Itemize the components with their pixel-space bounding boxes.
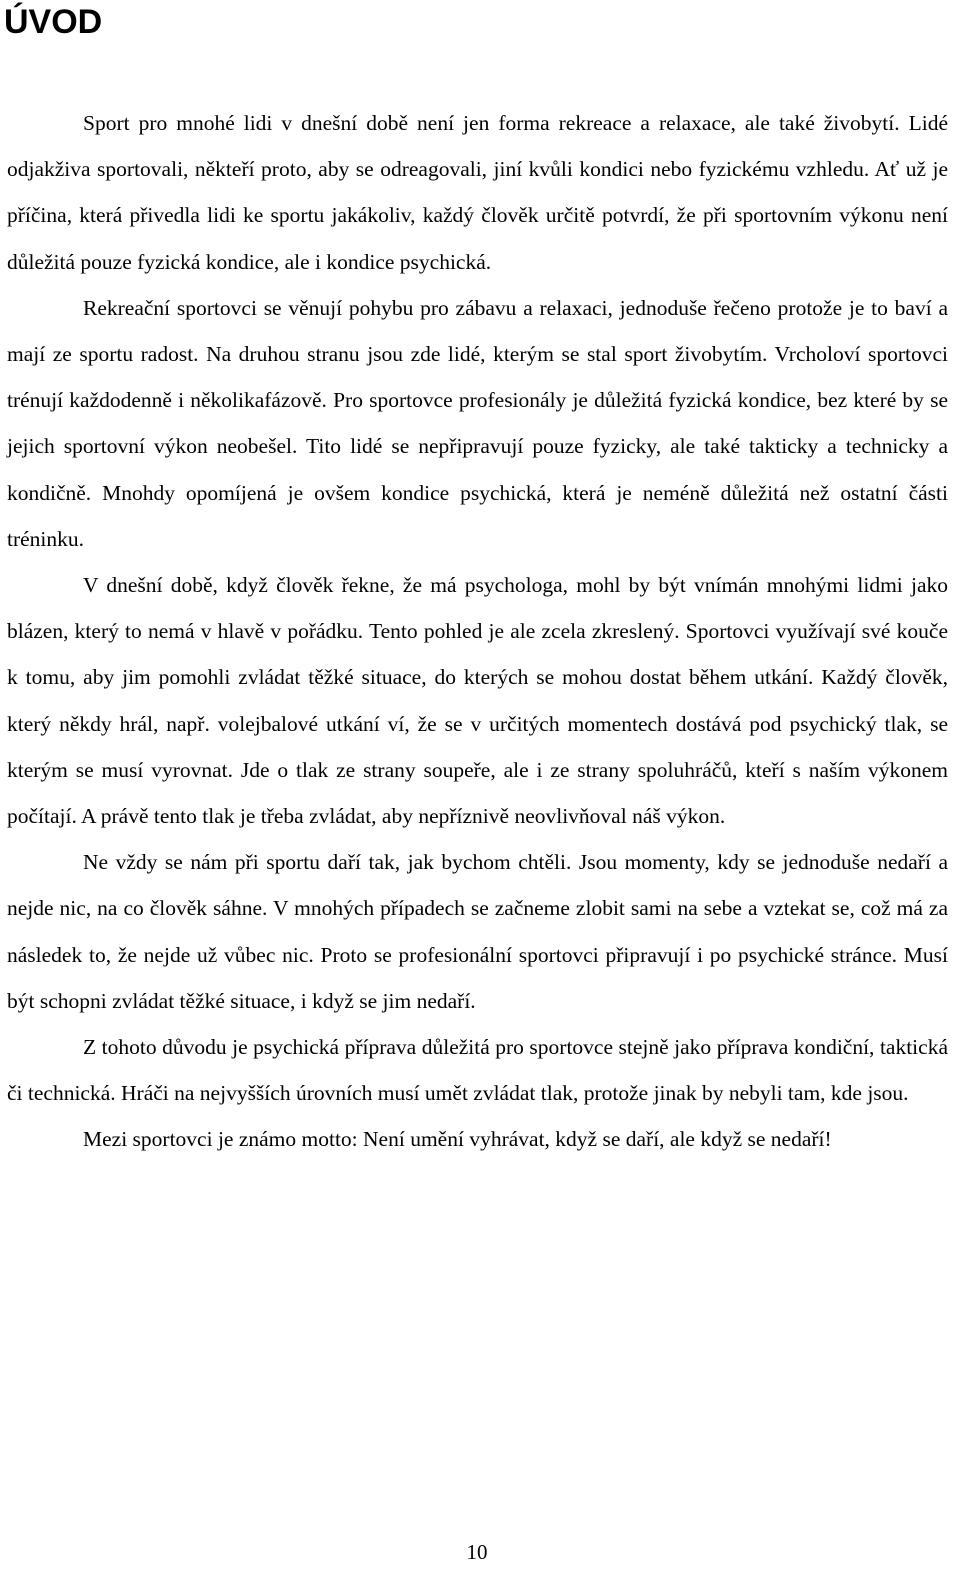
paragraph-1: Sport pro mnohé lidi v dnešní době není jen forma rekreace a relaxace, ale také živobytí. Lidé odjakživa sportovali, někteří proto, aby se odreagovali, jiní kvůli kondici nebo fyzickému vzhledu. Ať už je příčina, která přivedla lidi ke sportu jakákoliv, každý člověk určitě potvrdí, že při sportovním výkonu není důležitá pouze fyzická kondice, ale i kondice psychická.	[7, 111, 948, 274]
paragraph-5: Z tohoto důvodu je psychická příprava důležitá pro sportovce stejně jako příprava kondiční, taktická či technická. Hráči na nejvyšších úrovních musí umět zvládat tlak, protože jinak by nebyli tam, kde jsou.	[7, 1035, 948, 1106]
page-number: 10	[466, 1540, 488, 1564]
body-text	[7, 100, 948, 1163]
page-title: ÚVOD	[4, 3, 103, 41]
paragraph-6: Mezi sportovci je známo motto: Není umění vyhrávat, když se daří, ale když se nedaří!	[83, 1127, 832, 1152]
paragraph-3: V dnešní době, když člověk řekne, že má psychologa, mohl by být vnímán mnohými lidmi jako blázen, který to nemá v hlavě v pořádku. Tento pohled je ale zcela zkreslený. Sportovci využívají své kouče k tomu, aby jim pomohli zvládat těžké situace, do kterých se mohou dostat během utkání. Každý člověk, který někdy hrál, např. volejbalové utkání ví, že se v určitých momentech dostává pod psychický tlak, se kterým se musí vyrovnat. Jde o tlak ze strany soupeře, ale i ze strany spoluhráčů, kteří s naším výkonem počítají. A právě tento tlak je třeba zvládat, aby nepříznivě neovlivňoval náš výkon.	[7, 573, 948, 829]
paragraph-2: Rekreační sportovci se věnují pohybu pro zábavu a relaxaci, jednoduše řečeno protože je to baví a mají ze sportu radost. Na druhou stranu jsou zde lidé, kterým se stal sport živobytím. Vrcholoví sportovci trénují každodenně i několikafázově. Pro sportovce profesionály je důležitá fyzická kondice, bez které by se jejich sportovní výkon neobešel. Tito lidé se nepřipravují pouze fyzicky, ale také takticky a technicky a kondičně. Mnohdy opomíjená je ovšem kondice psychická, která je neméně důležitá než ostatní části tréninku.	[7, 295, 948, 551]
paragraph-4: Ne vždy se nám při sportu daří tak, jak bychom chtěli. Jsou momenty, kdy se jednoduše nedaří a nejde nic, na co člověk sáhne. V mnohých případech se začneme zlobit sami na sebe a vztekat se, což má za následek to, že nejde už vůbec nic. Proto se profesionální sportovci připravují i po psychické stránce. Musí být schopni zvládat těžké situace, i když se jim nedaří.	[7, 850, 948, 1013]
